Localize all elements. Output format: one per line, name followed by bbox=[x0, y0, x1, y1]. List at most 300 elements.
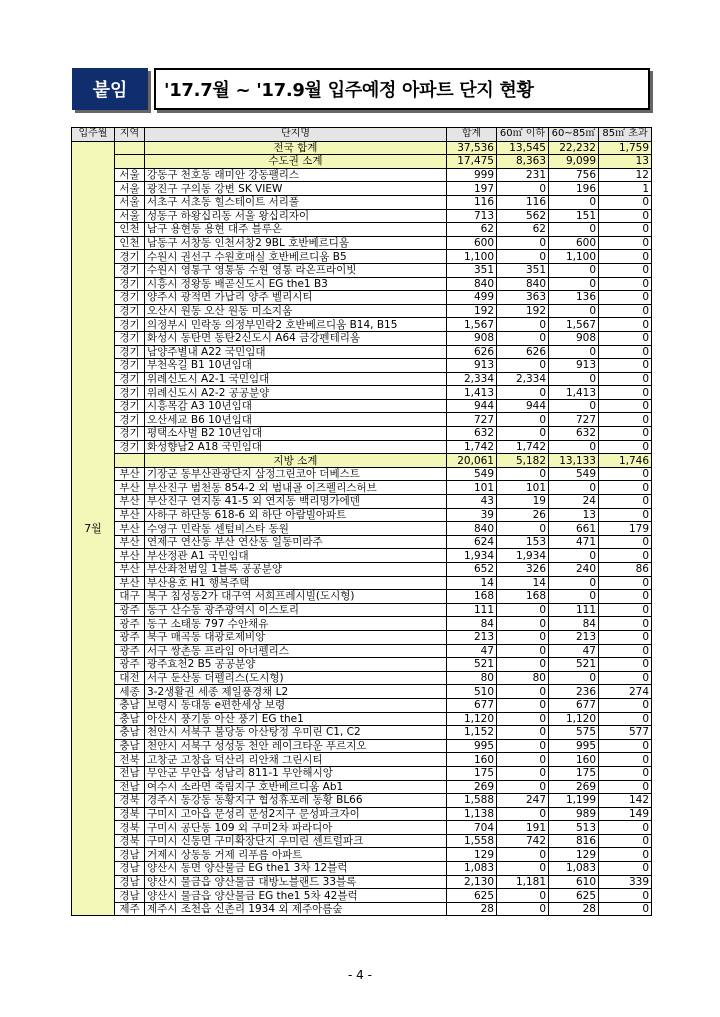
page-title: '17.7월 ~ '17.9월 입주예정 아파트 단지 현황 bbox=[154, 68, 650, 110]
over85-cell: 0 bbox=[599, 318, 652, 332]
over85-cell: 0 bbox=[599, 304, 652, 318]
table-row bbox=[72, 889, 652, 903]
complex-name-cell: 거제시 상동동 거제 리푸름 아파트 bbox=[145, 848, 447, 862]
complex-name-cell: 수원시 영통구 영통동 수원 영통 라온프라이빗 bbox=[145, 263, 447, 277]
total-cell: 727 bbox=[447, 413, 497, 427]
table-row bbox=[72, 563, 652, 577]
under60-cell: 562 bbox=[497, 209, 549, 223]
table-row bbox=[72, 848, 652, 862]
region-cell: 경기 bbox=[115, 250, 145, 264]
under60-cell: 0 bbox=[497, 630, 549, 644]
page-header bbox=[72, 68, 650, 110]
region-cell bbox=[115, 454, 145, 468]
total-cell: 677 bbox=[447, 698, 497, 712]
region-cell: 충남 bbox=[115, 739, 145, 753]
complex-name-cell: 동구 산수동 광주광역시 이스토리 bbox=[145, 603, 447, 617]
under60-cell: 8,363 bbox=[497, 155, 549, 169]
over85-cell: 339 bbox=[599, 875, 652, 889]
mid-size-cell: 0 bbox=[549, 277, 599, 291]
over85-cell: 0 bbox=[599, 413, 652, 427]
region-cell: 경남 bbox=[115, 848, 145, 862]
over85-cell: 0 bbox=[599, 495, 652, 509]
region-cell: 경북 bbox=[115, 794, 145, 808]
complex-name-cell: 남양주별내 A22 국민임대 bbox=[145, 345, 447, 359]
over85-cell: 0 bbox=[599, 821, 652, 835]
over85-cell: 0 bbox=[599, 223, 652, 237]
under60-cell: 0 bbox=[497, 698, 549, 712]
col-header-total: 합계 bbox=[447, 128, 497, 142]
total-cell: 840 bbox=[447, 522, 497, 536]
mid-size-cell: 160 bbox=[549, 753, 599, 767]
complex-name-cell: 남구 용현동 용현 대주 블루온 bbox=[145, 223, 447, 237]
total-cell: 213 bbox=[447, 630, 497, 644]
table-row bbox=[72, 739, 652, 753]
region-cell: 인천 bbox=[115, 236, 145, 250]
mid-size-cell: 0 bbox=[549, 263, 599, 277]
region-cell: 제주 bbox=[115, 902, 145, 916]
region-cell: 광주 bbox=[115, 658, 145, 672]
total-cell: 1,742 bbox=[447, 440, 497, 454]
table-row bbox=[72, 549, 652, 563]
region-cell: 경기 bbox=[115, 372, 145, 386]
mid-size-cell: 0 bbox=[549, 372, 599, 386]
mid-size-cell: 816 bbox=[549, 834, 599, 848]
table-row bbox=[72, 685, 652, 699]
over85-cell: 0 bbox=[599, 739, 652, 753]
under60-cell: 363 bbox=[497, 291, 549, 305]
complex-name-cell: 천안시 서북구 성성동 천안 레이크타운 푸르지오 bbox=[145, 739, 447, 753]
under60-cell: 626 bbox=[497, 345, 549, 359]
region-cell: 서울 bbox=[115, 209, 145, 223]
table-row bbox=[72, 291, 652, 305]
total-cell: 14 bbox=[447, 576, 497, 590]
mid-size-cell: 610 bbox=[549, 875, 599, 889]
table-row bbox=[72, 223, 652, 237]
complex-name-cell: 오산시 원동 오산 원동 미소지움 bbox=[145, 304, 447, 318]
under60-cell: 0 bbox=[497, 902, 549, 916]
table-row bbox=[72, 318, 652, 332]
region-cell: 부산 bbox=[115, 467, 145, 481]
table-row bbox=[72, 481, 652, 495]
col-header-complex: 단지명 bbox=[145, 128, 447, 142]
under60-cell: 191 bbox=[497, 821, 549, 835]
region-cell: 경기 bbox=[115, 304, 145, 318]
under60-cell: 742 bbox=[497, 834, 549, 848]
complex-name-cell: 수원시 권선구 수원호매실 호반베르디움 B5 bbox=[145, 250, 447, 264]
region-cell: 경남 bbox=[115, 862, 145, 876]
mid-size-cell: 28 bbox=[549, 902, 599, 916]
under60-cell: 247 bbox=[497, 794, 549, 808]
over85-cell: 0 bbox=[599, 386, 652, 400]
mid-size-cell: 47 bbox=[549, 644, 599, 658]
under60-cell: 192 bbox=[497, 304, 549, 318]
mid-size-cell: 661 bbox=[549, 522, 599, 536]
region-cell: 경남 bbox=[115, 889, 145, 903]
under60-cell: 351 bbox=[497, 263, 549, 277]
move-in-month: 7월 bbox=[72, 141, 115, 916]
total-cell: 510 bbox=[447, 685, 497, 699]
total-cell: 160 bbox=[447, 753, 497, 767]
under60-cell: 14 bbox=[497, 576, 549, 590]
under60-cell: 0 bbox=[497, 644, 549, 658]
complex-name-cell: 광진구 구의동 강변 SK VIEW bbox=[145, 182, 447, 196]
over85-cell: 577 bbox=[599, 726, 652, 740]
mid-size-cell: 0 bbox=[549, 576, 599, 590]
complex-name-cell: 양주시 광적면 가납리 양주 벨리시티 bbox=[145, 291, 447, 305]
table-row bbox=[72, 862, 652, 876]
over85-cell: 0 bbox=[599, 644, 652, 658]
table-row bbox=[72, 359, 652, 373]
over85-cell: 0 bbox=[599, 195, 652, 209]
table-row bbox=[72, 495, 652, 509]
under60-cell: 944 bbox=[497, 399, 549, 413]
table-row bbox=[72, 875, 652, 889]
region-cell: 경기 bbox=[115, 359, 145, 373]
mid-size-cell: 0 bbox=[549, 345, 599, 359]
total-cell: 43 bbox=[447, 495, 497, 509]
total-cell: 28 bbox=[447, 902, 497, 916]
complex-name-cell: 화성향남2 A18 국민임대 bbox=[145, 440, 447, 454]
mid-size-cell: 549 bbox=[549, 467, 599, 481]
total-cell: 1,558 bbox=[447, 834, 497, 848]
complex-name-cell: 서초구 서초동 힐스테이트 서리풀 bbox=[145, 195, 447, 209]
under60-cell: 5,182 bbox=[497, 454, 549, 468]
region-cell: 광주 bbox=[115, 630, 145, 644]
mid-size-cell: 84 bbox=[549, 617, 599, 631]
mid-size-cell: 0 bbox=[549, 399, 599, 413]
over85-cell: 13 bbox=[599, 155, 652, 169]
mid-size-cell: 0 bbox=[549, 481, 599, 495]
mid-size-cell: 727 bbox=[549, 413, 599, 427]
region-cell: 경기 bbox=[115, 440, 145, 454]
complex-name-cell: 부산용호 H1 행복주택 bbox=[145, 576, 447, 590]
over85-cell: 0 bbox=[599, 481, 652, 495]
region-cell: 광주 bbox=[115, 617, 145, 631]
total-cell: 101 bbox=[447, 481, 497, 495]
under60-cell: 0 bbox=[497, 250, 549, 264]
complex-name-cell: 시흥시 정왕동 배곧신도시 EG the1 B3 bbox=[145, 277, 447, 291]
complex-name-cell: 부천옥길 B1 10년임대 bbox=[145, 359, 447, 373]
over85-cell: 0 bbox=[599, 467, 652, 481]
subtotal-row bbox=[72, 141, 652, 155]
table-row bbox=[72, 440, 652, 454]
mid-size-cell: 677 bbox=[549, 698, 599, 712]
total-cell: 168 bbox=[447, 590, 497, 604]
complex-name-cell: 부산진구 연지동 41-5 외 연지동 백리명가에덴 bbox=[145, 495, 447, 509]
under60-cell: 19 bbox=[497, 495, 549, 509]
under60-cell: 101 bbox=[497, 481, 549, 495]
mid-size-cell: 756 bbox=[549, 168, 599, 182]
table-row bbox=[72, 386, 652, 400]
under60-cell: 326 bbox=[497, 563, 549, 577]
complex-name-cell: 양산시 동면 양산물금 EG the1 3차 12블럭 bbox=[145, 862, 447, 876]
over85-cell: 0 bbox=[599, 535, 652, 549]
complex-name-cell: 제주시 조천읍 신촌리 1934 외 제주아름숲 bbox=[145, 902, 447, 916]
over85-cell: 0 bbox=[599, 372, 652, 386]
over85-cell: 0 bbox=[599, 712, 652, 726]
total-cell: 197 bbox=[447, 182, 497, 196]
total-cell: 840 bbox=[447, 277, 497, 291]
total-cell: 521 bbox=[447, 658, 497, 672]
total-cell: 624 bbox=[447, 535, 497, 549]
region-cell: 경남 bbox=[115, 875, 145, 889]
total-cell: 1,567 bbox=[447, 318, 497, 332]
apartment-table bbox=[71, 127, 652, 916]
over85-cell: 0 bbox=[599, 780, 652, 794]
under60-cell: 153 bbox=[497, 535, 549, 549]
mid-size-cell: 175 bbox=[549, 766, 599, 780]
under60-cell: 62 bbox=[497, 223, 549, 237]
complex-name-cell: 오산세교 B6 10년임대 bbox=[145, 413, 447, 427]
total-cell: 47 bbox=[447, 644, 497, 658]
over85-cell: 0 bbox=[599, 848, 652, 862]
total-cell: 2,130 bbox=[447, 875, 497, 889]
mid-size-cell: 521 bbox=[549, 658, 599, 672]
region-cell: 인천 bbox=[115, 223, 145, 237]
complex-name-cell: 북구 침성동2가 대구역 서희프레시빌(도시형) bbox=[145, 590, 447, 604]
under60-cell: 0 bbox=[497, 753, 549, 767]
subtotal-row bbox=[72, 155, 652, 169]
over85-cell: 0 bbox=[599, 291, 652, 305]
complex-name-cell: 수영구 민락동 센텀비스타 동원 bbox=[145, 522, 447, 536]
complex-name-cell: 사하구 하단동 618-6 외 하단 아람빌아파트 bbox=[145, 508, 447, 522]
under60-cell: 0 bbox=[497, 617, 549, 631]
total-cell: 192 bbox=[447, 304, 497, 318]
under60-cell: 0 bbox=[497, 780, 549, 794]
under60-cell: 0 bbox=[497, 766, 549, 780]
total-cell: 39 bbox=[447, 508, 497, 522]
under60-cell: 0 bbox=[497, 807, 549, 821]
over85-cell: 0 bbox=[599, 862, 652, 876]
complex-name-cell: 위례신도시 A2-1 국민임대 bbox=[145, 372, 447, 386]
under60-cell: 0 bbox=[497, 427, 549, 441]
region-cell: 충남 bbox=[115, 698, 145, 712]
mid-size-cell: 0 bbox=[549, 549, 599, 563]
complex-name-cell: 천안시 서북구 불당동 아산탕정 우미린 C1, C2 bbox=[145, 726, 447, 740]
over85-cell: 0 bbox=[599, 236, 652, 250]
table-row bbox=[72, 644, 652, 658]
under60-cell: 0 bbox=[497, 522, 549, 536]
mid-size-cell: 1,100 bbox=[549, 250, 599, 264]
complex-name-cell: 고창군 고창읍 덕산리 리안채 그린시티 bbox=[145, 753, 447, 767]
over85-cell: 0 bbox=[599, 331, 652, 345]
table-row bbox=[72, 753, 652, 767]
table-row bbox=[72, 603, 652, 617]
region-cell: 경기 bbox=[115, 386, 145, 400]
region-cell: 전남 bbox=[115, 780, 145, 794]
region-cell: 충남 bbox=[115, 726, 145, 740]
table-row bbox=[72, 467, 652, 481]
mid-size-cell: 908 bbox=[549, 331, 599, 345]
region-cell: 경기 bbox=[115, 331, 145, 345]
over85-cell: 0 bbox=[599, 549, 652, 563]
table-row bbox=[72, 902, 652, 916]
over85-cell: 0 bbox=[599, 576, 652, 590]
mid-size-cell: 600 bbox=[549, 236, 599, 250]
over85-cell: 0 bbox=[599, 698, 652, 712]
over85-cell: 274 bbox=[599, 685, 652, 699]
complex-name-cell: 성동구 하왕십리동 서울 왕십리자이 bbox=[145, 209, 447, 223]
over85-cell: 0 bbox=[599, 399, 652, 413]
region-cell: 대전 bbox=[115, 671, 145, 685]
total-cell: 995 bbox=[447, 739, 497, 753]
table-row bbox=[72, 658, 652, 672]
over85-cell: 1,746 bbox=[599, 454, 652, 468]
region-cell: 충남 bbox=[115, 712, 145, 726]
table-row bbox=[72, 209, 652, 223]
complex-name-cell: 기장군 동부산관광단지 삼정그린코아 더베스트 bbox=[145, 467, 447, 481]
table-row bbox=[72, 780, 652, 794]
mid-size-cell: 196 bbox=[549, 182, 599, 196]
mid-size-cell: 13 bbox=[549, 508, 599, 522]
table-row bbox=[72, 712, 652, 726]
complex-name-cell: 서구 쌍촌동 프라임 아너펠리스 bbox=[145, 644, 447, 658]
region-cell: 서울 bbox=[115, 195, 145, 209]
table-row bbox=[72, 236, 652, 250]
total-cell: 2,334 bbox=[447, 372, 497, 386]
over85-cell: 0 bbox=[599, 630, 652, 644]
mid-size-cell: 471 bbox=[549, 535, 599, 549]
total-cell: 626 bbox=[447, 345, 497, 359]
total-cell: 116 bbox=[447, 195, 497, 209]
table-row bbox=[72, 277, 652, 291]
complex-name-cell: 광주효천2 B5 공공분양 bbox=[145, 658, 447, 672]
complex-name-cell: 서구 둔산동 더펠리스(도시형) bbox=[145, 671, 447, 685]
complex-name-cell: 연제구 연산동 부산 연산동 일동미라주 bbox=[145, 535, 447, 549]
under60-cell: 80 bbox=[497, 671, 549, 685]
under60-cell: 26 bbox=[497, 508, 549, 522]
under60-cell: 0 bbox=[497, 359, 549, 373]
total-cell: 20,061 bbox=[447, 454, 497, 468]
over85-cell: 0 bbox=[599, 603, 652, 617]
total-cell: 62 bbox=[447, 223, 497, 237]
total-cell: 17,475 bbox=[447, 155, 497, 169]
over85-cell: 179 bbox=[599, 522, 652, 536]
total-cell: 999 bbox=[447, 168, 497, 182]
over85-cell: 0 bbox=[599, 590, 652, 604]
region-cell: 서울 bbox=[115, 168, 145, 182]
mid-size-cell: 9,099 bbox=[549, 155, 599, 169]
under60-cell: 0 bbox=[497, 318, 549, 332]
under60-cell: 2,334 bbox=[497, 372, 549, 386]
region-cell: 부산 bbox=[115, 549, 145, 563]
table-header-row bbox=[72, 128, 652, 142]
total-cell: 600 bbox=[447, 236, 497, 250]
table-row bbox=[72, 182, 652, 196]
total-cell: 84 bbox=[447, 617, 497, 631]
mid-size-cell: 513 bbox=[549, 821, 599, 835]
mid-size-cell: 913 bbox=[549, 359, 599, 373]
complex-name-cell: 3-2생활권 세종 제일풍경채 L2 bbox=[145, 685, 447, 699]
over85-cell: 142 bbox=[599, 794, 652, 808]
total-cell: 80 bbox=[447, 671, 497, 685]
complex-name-cell: 부산정관 A1 국민임대 bbox=[145, 549, 447, 563]
under60-cell: 0 bbox=[497, 467, 549, 481]
over85-cell: 1,759 bbox=[599, 141, 652, 155]
complex-name-cell: 화성시 동탄면 동탄2신도시 A64 금강펜테리움 bbox=[145, 331, 447, 345]
region-cell: 경북 bbox=[115, 807, 145, 821]
total-cell: 944 bbox=[447, 399, 497, 413]
region-cell: 경기 bbox=[115, 413, 145, 427]
total-cell: 1,100 bbox=[447, 250, 497, 264]
col-header-over85: 85㎡ 초과 bbox=[599, 128, 652, 142]
region-cell: 경기 bbox=[115, 277, 145, 291]
over85-cell: 0 bbox=[599, 277, 652, 291]
table-row bbox=[72, 630, 652, 644]
mid-size-cell: 269 bbox=[549, 780, 599, 794]
under60-cell: 0 bbox=[497, 862, 549, 876]
table-row bbox=[72, 195, 652, 209]
table-row bbox=[72, 698, 652, 712]
mid-size-cell: 129 bbox=[549, 848, 599, 862]
under60-cell: 0 bbox=[497, 685, 549, 699]
table-body bbox=[72, 141, 652, 916]
total-cell: 1,934 bbox=[447, 549, 497, 563]
region-cell: 부산 bbox=[115, 576, 145, 590]
region-cell bbox=[115, 141, 145, 155]
over85-cell: 0 bbox=[599, 345, 652, 359]
complex-name-cell: 부산좌천범일 1블록 공공분양 bbox=[145, 563, 447, 577]
total-cell: 1,138 bbox=[447, 807, 497, 821]
mid-size-cell: 1,083 bbox=[549, 862, 599, 876]
complex-name-cell: 경주시 동강동 동황지구 협성휴포레 동황 BL66 bbox=[145, 794, 447, 808]
region-cell: 경북 bbox=[115, 821, 145, 835]
table-row bbox=[72, 427, 652, 441]
over85-cell: 0 bbox=[599, 902, 652, 916]
mid-size-cell: 1,199 bbox=[549, 794, 599, 808]
complex-name-cell: 양산시 물금읍 양산물금 대방노블랜드 33블록 bbox=[145, 875, 447, 889]
table-row bbox=[72, 508, 652, 522]
complex-name-cell: 아산시 풍기동 아산 풍기 EG the1 bbox=[145, 712, 447, 726]
over85-cell: 12 bbox=[599, 168, 652, 182]
under60-cell: 0 bbox=[497, 658, 549, 672]
total-cell: 625 bbox=[447, 889, 497, 903]
under60-cell: 0 bbox=[497, 331, 549, 345]
region-cell: 부산 bbox=[115, 522, 145, 536]
region-cell: 대구 bbox=[115, 590, 145, 604]
complex-name-cell: 양산시 물금읍 양산물금 EG the1 5차 42블럭 bbox=[145, 889, 447, 903]
total-cell: 37,536 bbox=[447, 141, 497, 155]
under60-cell: 1,934 bbox=[497, 549, 549, 563]
mid-size-cell: 111 bbox=[549, 603, 599, 617]
table-row bbox=[72, 671, 652, 685]
total-cell: 549 bbox=[447, 467, 497, 481]
mid-size-cell: 0 bbox=[549, 590, 599, 604]
over85-cell: 0 bbox=[599, 766, 652, 780]
complex-name-cell: 여수시 소라면 죽림지구 호반베르디움 Ab1 bbox=[145, 780, 447, 794]
region-cell: 경기 bbox=[115, 263, 145, 277]
mid-size-cell: 0 bbox=[549, 195, 599, 209]
over85-cell: 0 bbox=[599, 263, 652, 277]
total-cell: 351 bbox=[447, 263, 497, 277]
region-cell: 광주 bbox=[115, 644, 145, 658]
over85-cell: 0 bbox=[599, 359, 652, 373]
mid-size-cell: 0 bbox=[549, 223, 599, 237]
under60-cell: 0 bbox=[497, 413, 549, 427]
complex-name-cell: 강동구 천호동 래미안 강동팰리스 bbox=[145, 168, 447, 182]
over85-cell: 149 bbox=[599, 807, 652, 821]
mid-size-cell: 1,413 bbox=[549, 386, 599, 400]
total-cell: 713 bbox=[447, 209, 497, 223]
complex-name-cell: 무안군 무안읍 성남리 811-1 무안해시앙 bbox=[145, 766, 447, 780]
under60-cell: 0 bbox=[497, 726, 549, 740]
region-cell: 광주 bbox=[115, 603, 145, 617]
total-cell: 913 bbox=[447, 359, 497, 373]
mid-size-cell: 22,232 bbox=[549, 141, 599, 155]
region-cell: 부산 bbox=[115, 508, 145, 522]
col-header-60to85: 60~85㎡ bbox=[549, 128, 599, 142]
region-cell: 전북 bbox=[115, 753, 145, 767]
